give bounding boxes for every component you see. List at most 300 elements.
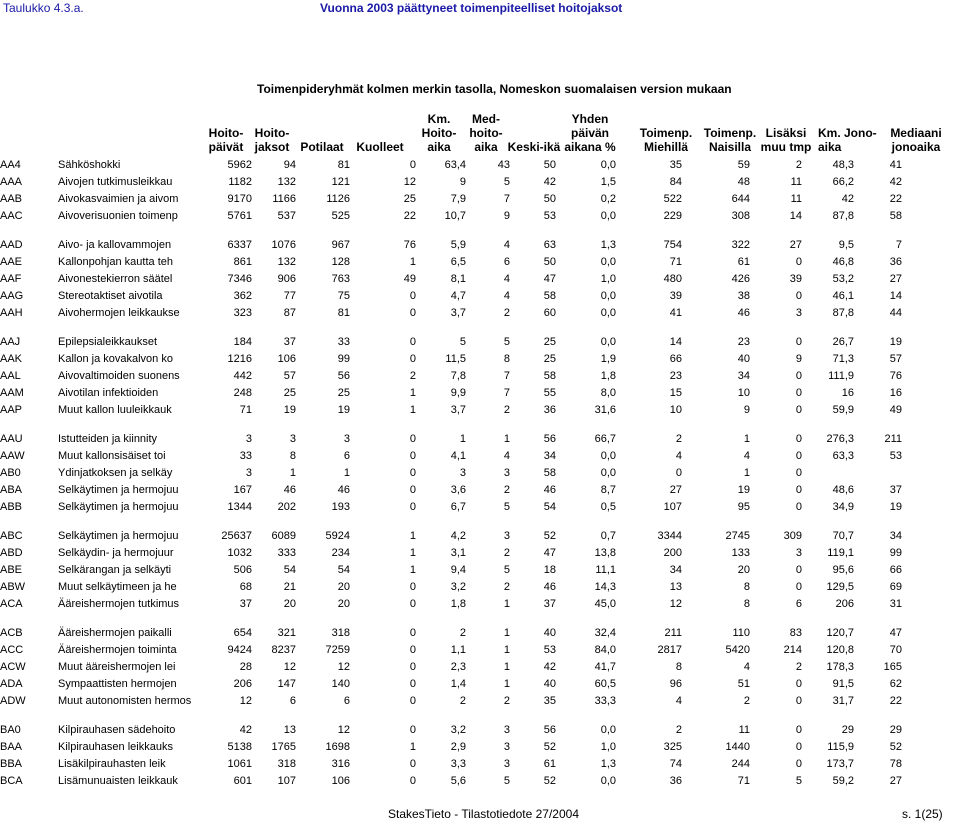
table-row xyxy=(0,174,902,191)
value-cell: 37 xyxy=(283,336,296,348)
table-row xyxy=(0,334,902,351)
column-header-km-hoitoaika: Km. Hoito- aika xyxy=(421,112,457,154)
value-cell: 19 xyxy=(889,336,902,348)
value-cell: 28 xyxy=(239,661,252,673)
value-cell: 11 xyxy=(738,724,750,736)
procedure-name: Sympaattisten hermojen xyxy=(58,678,177,690)
value-cell: 2 xyxy=(503,547,510,559)
value-cell: 244 xyxy=(731,758,750,770)
value-cell: 60,5 xyxy=(594,678,616,690)
group-spacer xyxy=(0,322,902,334)
value-cell: 1,4 xyxy=(450,678,466,690)
value-cell: 2,9 xyxy=(450,741,466,753)
value-cell: 12 xyxy=(669,598,682,610)
value-cell: 48,6 xyxy=(832,484,854,496)
value-cell: 2,3 xyxy=(450,661,466,673)
value-cell: 61 xyxy=(543,758,556,770)
value-cell: 1061 xyxy=(227,758,252,770)
value-cell: 0 xyxy=(409,290,416,302)
value-cell: 62 xyxy=(889,678,902,690)
value-cell: 178,3 xyxy=(826,661,854,673)
table-row xyxy=(0,431,902,448)
value-cell: 27 xyxy=(669,484,682,496)
value-cell: 537 xyxy=(277,210,296,222)
value-cell: 7 xyxy=(503,387,510,399)
value-cell: 33 xyxy=(337,336,350,348)
value-cell: 1032 xyxy=(227,547,252,559)
value-cell: 37 xyxy=(889,484,902,496)
value-cell: 362 xyxy=(233,290,252,302)
value-cell: 54 xyxy=(283,564,296,576)
value-cell: 120,8 xyxy=(826,644,854,656)
value-cell: 0,2 xyxy=(600,193,616,205)
value-cell: 44 xyxy=(889,307,902,319)
value-cell: 23 xyxy=(669,370,682,382)
value-cell: 9,4 xyxy=(450,564,466,576)
value-cell: 12 xyxy=(337,724,350,736)
value-cell: 128 xyxy=(331,256,350,268)
value-cell: 87,8 xyxy=(832,210,854,222)
value-cell: 77 xyxy=(283,290,296,302)
value-cell: 1 xyxy=(343,467,350,479)
table-row xyxy=(0,579,902,596)
value-cell: 3,7 xyxy=(450,404,466,416)
spacer-cell xyxy=(0,225,902,237)
value-cell: 16 xyxy=(889,387,902,399)
value-cell: 0 xyxy=(409,581,416,593)
value-cell: 81 xyxy=(337,159,350,171)
footer-page-number: s. 1(25) xyxy=(902,807,943,821)
group-spacer xyxy=(0,710,902,722)
value-cell: 1 xyxy=(743,467,750,479)
procedure-code: ABE xyxy=(0,564,23,576)
procedure-code: ABA xyxy=(0,484,23,496)
value-cell: 147 xyxy=(277,678,296,690)
value-cell: 763 xyxy=(331,273,350,285)
value-cell: 1344 xyxy=(227,501,252,513)
value-cell: 9,9 xyxy=(450,387,466,399)
value-cell: 1 xyxy=(409,256,416,268)
table-row xyxy=(0,659,902,676)
table-row xyxy=(0,254,902,271)
value-cell: 2 xyxy=(503,404,510,416)
table-row xyxy=(0,157,902,174)
table-row xyxy=(0,402,902,419)
value-cell: 0 xyxy=(409,775,416,787)
procedure-code: ACC xyxy=(0,644,24,656)
value-cell: 71 xyxy=(239,404,252,416)
value-cell: 0 xyxy=(795,741,802,753)
value-cell: 1126 xyxy=(326,193,350,205)
value-cell: 27 xyxy=(889,775,902,787)
value-cell: 53 xyxy=(543,210,556,222)
value-cell: 1,8 xyxy=(600,370,616,382)
value-cell: 42 xyxy=(543,661,556,673)
procedure-code: BCA xyxy=(0,775,23,787)
procedure-code: AAL xyxy=(0,370,21,382)
value-cell: 0 xyxy=(795,256,802,268)
value-cell: 14 xyxy=(669,336,682,348)
procedure-code: ABC xyxy=(0,530,23,542)
procedure-name: Lisämunuaisten leikkauk xyxy=(58,775,178,787)
value-cell: 10 xyxy=(669,404,682,416)
value-cell: 75 xyxy=(337,290,350,302)
procedure-name: Epilepsialeikkaukset xyxy=(58,336,158,348)
value-cell: 31 xyxy=(889,598,902,610)
value-cell: 2 xyxy=(409,370,416,382)
column-header-keski-ika: Keski-ikä xyxy=(507,140,561,154)
value-cell: 48 xyxy=(737,176,750,188)
value-cell: 601 xyxy=(233,775,252,787)
value-cell: 121 xyxy=(331,176,350,188)
value-cell: 480 xyxy=(663,273,682,285)
value-cell: 3 xyxy=(343,433,350,445)
value-cell: 3 xyxy=(795,307,802,319)
value-cell: 0 xyxy=(795,564,802,576)
spacer-cell xyxy=(0,322,902,334)
value-cell: 29 xyxy=(841,724,854,736)
value-cell: 1 xyxy=(409,564,416,576)
value-cell: 58 xyxy=(889,210,902,222)
value-cell: 13 xyxy=(669,581,682,593)
value-cell: 3,2 xyxy=(450,724,466,736)
value-cell: 1 xyxy=(503,433,510,445)
procedure-name: Aivohermojen leikkaukse xyxy=(58,307,180,319)
procedure-name: Aivonestekierron säätel xyxy=(58,273,173,285)
value-cell: 0 xyxy=(409,467,416,479)
procedure-name: Stereotaktiset aivotila xyxy=(58,290,163,302)
value-cell: 58 xyxy=(543,290,556,302)
value-cell: 20 xyxy=(737,564,750,576)
value-cell: 1698 xyxy=(325,741,350,753)
value-cell: 66 xyxy=(889,564,902,576)
value-cell: 3,3 xyxy=(450,758,466,770)
value-cell: 46 xyxy=(737,307,750,319)
value-cell: 5924 xyxy=(325,530,350,542)
procedure-name: Kallon ja kovakalvon ko xyxy=(58,353,173,365)
value-cell: 99 xyxy=(337,353,350,365)
spacer-cell xyxy=(0,516,902,528)
procedure-code: AAF xyxy=(0,273,22,285)
procedure-code: BBA xyxy=(0,758,23,770)
value-cell: 0 xyxy=(795,404,802,416)
procedure-code: ADW xyxy=(0,695,26,707)
value-cell: 52 xyxy=(543,741,556,753)
value-cell: 46,8 xyxy=(832,256,854,268)
value-cell: 0,0 xyxy=(600,290,616,302)
procedure-name: Aivoverisuonien toimenp xyxy=(58,210,178,222)
value-cell: 41 xyxy=(889,159,902,171)
value-cell: 106 xyxy=(277,353,296,365)
value-cell: 42 xyxy=(239,724,252,736)
value-cell: 0 xyxy=(795,336,802,348)
value-cell: 33,3 xyxy=(594,695,616,707)
value-cell: 81 xyxy=(337,307,350,319)
value-cell: 55 xyxy=(543,387,556,399)
value-cell: 68 xyxy=(239,581,252,593)
value-cell: 5 xyxy=(503,336,510,348)
value-cell: 15 xyxy=(669,387,682,399)
value-cell: 525 xyxy=(331,210,350,222)
value-cell: 41,7 xyxy=(594,661,616,673)
value-cell: 133 xyxy=(731,547,750,559)
value-cell: 1,5 xyxy=(600,176,616,188)
value-cell: 1765 xyxy=(271,741,296,753)
value-cell: 4 xyxy=(743,450,750,462)
value-cell: 53,2 xyxy=(832,273,854,285)
value-cell: 0,0 xyxy=(600,336,616,348)
value-cell: 6,7 xyxy=(450,501,466,513)
value-cell: 0,0 xyxy=(600,210,616,222)
value-cell: 3344 xyxy=(657,530,682,542)
table-row xyxy=(0,739,902,756)
value-cell: 5 xyxy=(503,176,510,188)
table-row xyxy=(0,722,902,739)
table-row xyxy=(0,465,902,482)
table-row xyxy=(0,305,902,322)
value-cell: 426 xyxy=(731,273,750,285)
value-cell: 13 xyxy=(283,724,296,736)
value-cell: 506 xyxy=(233,564,252,576)
value-cell: 56 xyxy=(543,433,556,445)
value-cell: 234 xyxy=(331,547,350,559)
value-cell: 211 xyxy=(884,433,902,445)
value-cell: 36 xyxy=(889,256,902,268)
value-cell: 0 xyxy=(409,644,416,656)
value-cell: 4 xyxy=(503,290,510,302)
value-cell: 211 xyxy=(664,627,682,639)
value-cell: 11,1 xyxy=(595,564,616,576)
value-cell: 11,5 xyxy=(445,353,466,365)
value-cell: 22 xyxy=(889,193,902,205)
value-cell: 47 xyxy=(543,273,556,285)
value-cell: 0 xyxy=(409,598,416,610)
value-cell: 132 xyxy=(277,176,296,188)
value-cell: 6337 xyxy=(227,239,252,251)
value-cell: 10 xyxy=(737,387,750,399)
value-cell: 206 xyxy=(835,598,854,610)
procedure-name: Ääreishermojen paikalli xyxy=(58,627,172,639)
value-cell: 3 xyxy=(503,530,510,542)
value-cell: 12 xyxy=(403,176,416,188)
table-row xyxy=(0,351,902,368)
spacer-cell xyxy=(0,710,902,722)
value-cell: 1 xyxy=(503,627,510,639)
procedure-code: ACB xyxy=(0,627,23,639)
value-cell: 2 xyxy=(459,627,466,639)
value-cell: 107 xyxy=(663,501,682,513)
value-cell: 9 xyxy=(743,404,750,416)
value-cell: 25 xyxy=(543,353,556,365)
value-cell: 25 xyxy=(543,336,556,348)
value-cell: 325 xyxy=(663,741,682,753)
value-cell: 2 xyxy=(503,581,510,593)
value-cell: 1 xyxy=(503,598,510,610)
value-cell: 0 xyxy=(409,501,416,513)
column-header-kuolleet: Kuolleet xyxy=(356,140,404,154)
column-header-miehilla: Toimenp. Miehillä xyxy=(639,126,693,154)
value-cell: 11 xyxy=(790,176,802,188)
value-cell: 8,1 xyxy=(450,273,466,285)
value-cell: 1,0 xyxy=(600,741,616,753)
procedure-name: Aivojen tutkimusleikkau xyxy=(58,176,173,188)
procedure-name: Kallonpohjan kautta teh xyxy=(58,256,173,268)
value-cell: 57 xyxy=(889,353,902,365)
value-cell: 1,1 xyxy=(450,644,466,656)
value-cell: 74 xyxy=(669,758,682,770)
value-cell: 37 xyxy=(543,598,556,610)
value-cell: 49 xyxy=(889,404,902,416)
value-cell: 2 xyxy=(675,433,682,445)
table-row xyxy=(0,271,902,288)
value-cell: 2 xyxy=(503,695,510,707)
value-cell: 2 xyxy=(795,661,802,673)
value-cell: 0,7 xyxy=(600,530,616,542)
value-cell: 0 xyxy=(795,467,802,479)
group-spacer xyxy=(0,225,902,237)
value-cell: 66,2 xyxy=(832,176,854,188)
procedure-name: Aivokasvaimien ja aivom xyxy=(58,193,179,205)
value-cell: 1,0 xyxy=(600,273,616,285)
value-cell: 861 xyxy=(233,256,252,268)
procedure-code: AA4 xyxy=(0,159,21,171)
value-cell: 5 xyxy=(795,775,802,787)
table-subtitle: Toimenpideryhmät kolmen merkin tasolla, Nomeskon suomalaisen version mukaan xyxy=(257,82,732,96)
value-cell: 56 xyxy=(543,724,556,736)
value-cell: 16 xyxy=(841,387,854,399)
value-cell: 2 xyxy=(503,484,510,496)
value-cell: 19 xyxy=(337,404,350,416)
value-cell: 184 xyxy=(233,336,252,348)
data-table xyxy=(0,157,902,790)
value-cell: 0 xyxy=(795,678,802,690)
value-cell: 3 xyxy=(289,433,296,445)
procedure-name: Aivo- ja kallovammojen xyxy=(58,239,172,251)
value-cell: 4,2 xyxy=(450,530,466,542)
value-cell: 70,7 xyxy=(832,530,854,542)
procedure-name: Muut ääreishermojen lei xyxy=(58,661,176,673)
value-cell: 76 xyxy=(889,370,902,382)
procedure-code: BA0 xyxy=(0,724,21,736)
table-row xyxy=(0,676,902,693)
value-cell: 140 xyxy=(331,678,350,690)
value-cell: 3,6 xyxy=(450,484,466,496)
value-cell: 6089 xyxy=(271,530,296,542)
value-cell: 0 xyxy=(795,758,802,770)
procedure-name: Selkäydin- ja hermojuur xyxy=(58,547,174,559)
page-title: Vuonna 2003 päättyneet toimenpiteelliset hoitojaksot xyxy=(320,1,623,15)
table-row xyxy=(0,191,902,208)
value-cell: 1,9 xyxy=(600,353,616,365)
value-cell: 53 xyxy=(889,450,902,462)
column-header-jonoaika: Km. Jono- aika xyxy=(818,126,877,154)
group-spacer xyxy=(0,613,902,625)
value-cell: 59 xyxy=(737,159,750,171)
value-cell: 107 xyxy=(277,775,296,787)
value-cell: 48,3 xyxy=(832,159,854,171)
value-cell: 34 xyxy=(737,370,750,382)
value-cell: 31,6 xyxy=(594,404,616,416)
table-body xyxy=(0,157,902,790)
procedure-name: Sähköshokki xyxy=(58,159,121,171)
value-cell: 2 xyxy=(503,307,510,319)
value-cell: 1 xyxy=(503,678,510,690)
column-header-lisaksi: Lisäksi muu tmp xyxy=(760,126,812,154)
column-header-potilaat: Potilaat xyxy=(300,140,344,154)
value-cell: 0 xyxy=(795,370,802,382)
procedure-name: Ääreishermojen toiminta xyxy=(58,644,177,656)
value-cell: 32,4 xyxy=(594,627,616,639)
value-cell: 83 xyxy=(789,627,802,639)
value-cell: 3 xyxy=(503,467,510,479)
value-cell: 14 xyxy=(789,210,802,222)
value-cell: 54 xyxy=(337,564,350,576)
value-cell: 34,9 xyxy=(832,501,854,513)
value-cell: 63,3 xyxy=(832,450,854,462)
value-cell: 87,8 xyxy=(832,307,854,319)
value-cell: 1182 xyxy=(228,176,252,188)
value-cell: 1 xyxy=(409,387,416,399)
value-cell: 91,5 xyxy=(832,678,854,690)
value-cell: 4,7 xyxy=(450,290,466,302)
value-cell: 1 xyxy=(503,644,510,656)
value-cell: 0 xyxy=(795,290,802,302)
value-cell: 2817 xyxy=(657,644,682,656)
value-cell: 2745 xyxy=(725,530,750,542)
value-cell: 47 xyxy=(889,627,902,639)
value-cell: 13,8 xyxy=(594,547,616,559)
value-cell: 4 xyxy=(675,695,682,707)
table-row xyxy=(0,773,902,790)
value-cell: 39 xyxy=(789,273,802,285)
value-cell: 84 xyxy=(669,176,682,188)
table-number: Taulukko 4.3.a. xyxy=(3,1,84,15)
value-cell: 5138 xyxy=(227,741,252,753)
value-cell: 25 xyxy=(403,193,416,205)
value-cell: 39 xyxy=(669,290,682,302)
table-row xyxy=(0,596,902,613)
value-cell: 0,0 xyxy=(600,724,616,736)
table-row xyxy=(0,545,902,562)
value-cell: 173,7 xyxy=(826,758,854,770)
procedure-name: Kilpirauhasen sädehoito xyxy=(58,724,176,736)
value-cell: 214 xyxy=(783,644,802,656)
value-cell: 200 xyxy=(663,547,682,559)
value-cell: 111,9 xyxy=(828,370,854,382)
procedure-code: AAA xyxy=(0,176,23,188)
procedure-name: Selkärangan ja selkäyti xyxy=(58,564,172,576)
value-cell: 56 xyxy=(337,370,350,382)
value-cell xyxy=(802,465,854,482)
table-row xyxy=(0,288,902,305)
value-cell: 66 xyxy=(669,353,682,365)
procedure-code: AAM xyxy=(0,387,24,399)
value-cell: 40 xyxy=(543,678,556,690)
value-cell: 50 xyxy=(543,193,556,205)
value-cell: 1 xyxy=(289,467,296,479)
value-cell: 35 xyxy=(669,159,682,171)
value-cell: 110 xyxy=(732,627,750,639)
value-cell: 4 xyxy=(743,661,750,673)
value-cell: 3 xyxy=(459,467,466,479)
value-cell: 119,1 xyxy=(827,547,854,559)
value-cell: 0,0 xyxy=(600,256,616,268)
value-cell: 0 xyxy=(795,695,802,707)
value-cell: 71 xyxy=(669,256,682,268)
value-cell: 18 xyxy=(543,564,556,576)
value-cell: 46 xyxy=(283,484,296,496)
value-cell: 1 xyxy=(409,547,416,559)
